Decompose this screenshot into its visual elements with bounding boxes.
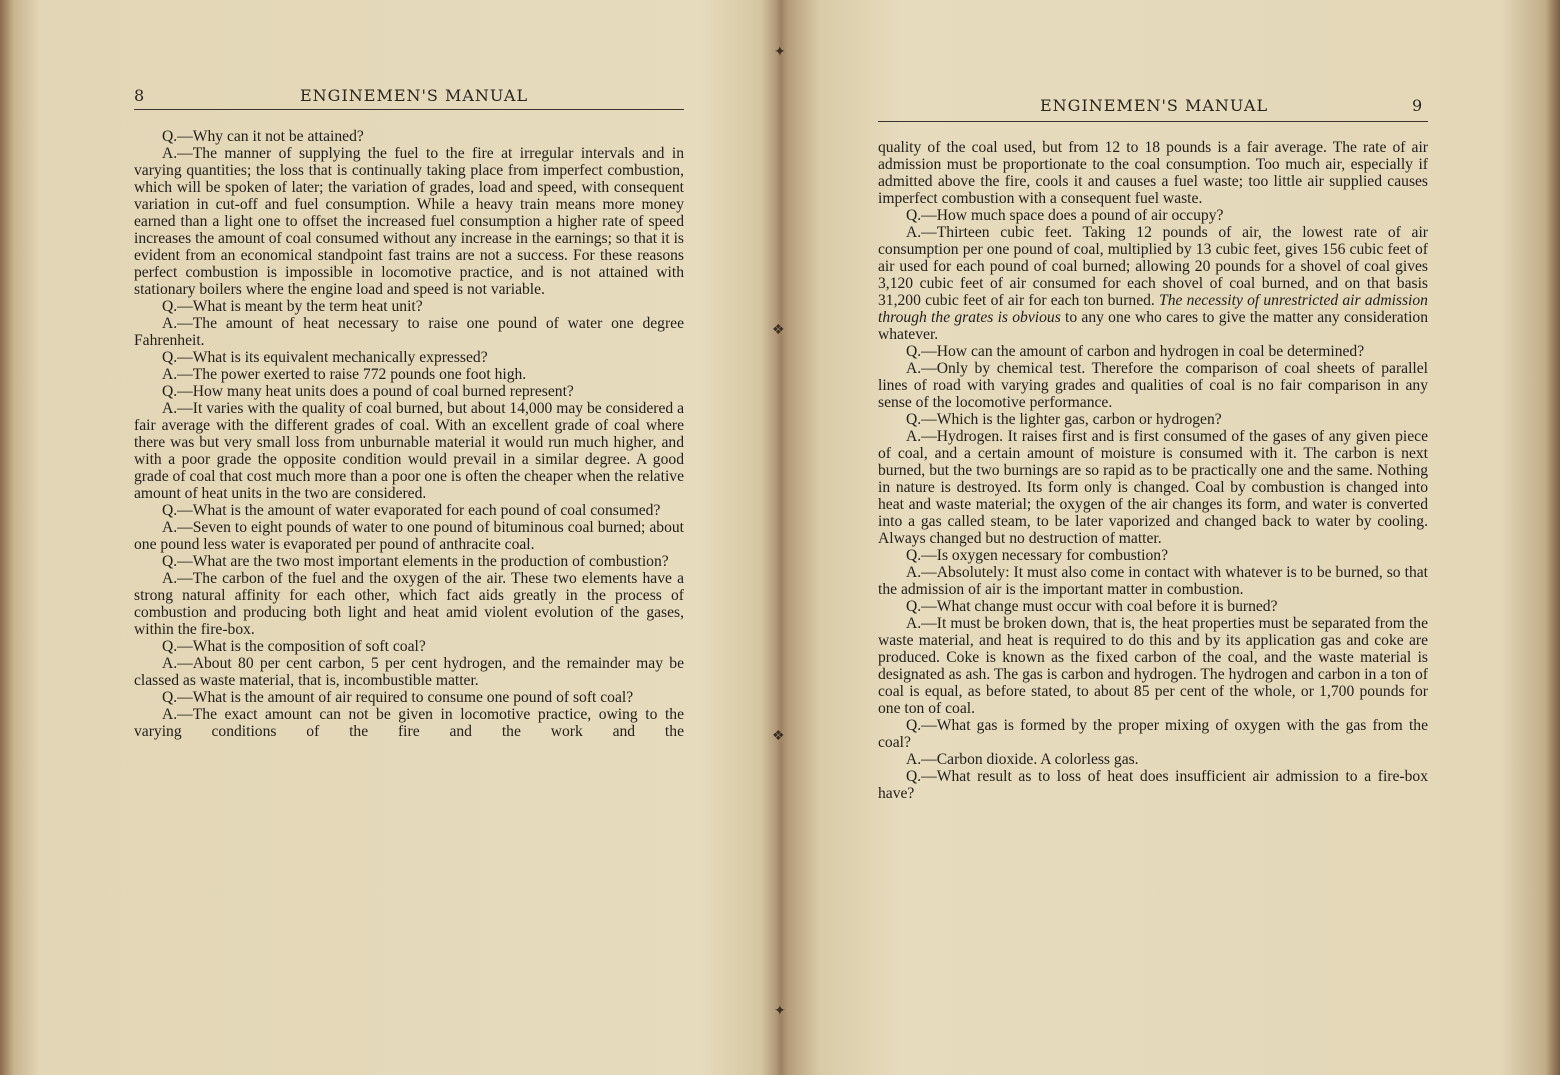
left-paragraph: Q.—What is the amount of air required to consume one pound of soft coal? xyxy=(162,689,634,706)
right-paragraph: Q.—What gas is formed by the proper mixing of oxygen with the gas from the coal? xyxy=(878,717,1428,751)
left-paragraph: Q.—What is meant by the term heat unit? xyxy=(162,298,423,315)
left-paragraph: A.—The power exerted to raise 772 pounds one foot high. xyxy=(162,366,527,383)
left-paragraph: Q.—What is its equivalent mechanically expressed? xyxy=(162,349,488,366)
left-header-rule xyxy=(134,109,684,110)
right-paragraph: Q.—Is oxygen necessary for combustion? xyxy=(906,547,1168,564)
right-text-run: to any one who cares to give the matter any consideration whatever. xyxy=(878,309,1428,343)
binding-stitch-mark: ✦ xyxy=(774,44,786,60)
right-paragraph: Q.—How can the amount of carbon and hydrogen in coal be determined? xyxy=(906,343,1365,360)
right-page xyxy=(782,0,1560,1075)
right-paragraph: Q.—What result as to loss of heat does insufficient air admission to a fire-box have? xyxy=(878,768,1428,802)
left-paragraph: Q.—What is the amount of water evaporated for each pound of coal consumed? xyxy=(162,502,661,519)
left-paragraph: A.—The exact amount can not be given in locomotive practice, owing to the varying conditions of the fire and the work and the xyxy=(134,706,684,740)
left-page-text xyxy=(134,128,684,740)
right-paragraph: Q.—What change must occur with coal before it is burned? xyxy=(906,598,1278,615)
left-paragraph: A.—Seven to eight pounds of water to one pound of bituminous coal burned; about one pound less water is evaporated per pound of anthracite coal. xyxy=(134,519,684,553)
right-page-number: 9 xyxy=(1412,96,1424,115)
left-running-head: ENGINEMEN'S MANUAL xyxy=(300,86,529,105)
right-paragraph: A.—Carbon dioxide. A colorless gas. xyxy=(906,751,1139,768)
right-paragraph: quality of the coal used, but from 12 to 18 pounds is a fair average. The rate of air admission must be proportionate to the coal consumption. Too much air, especially if admitted above the fire, cools it and causes a fuel waste; too little air supplied causes imperfect combustion with a consequent fuel waste. xyxy=(878,139,1428,207)
left-paragraph: Q.—How many heat units does a pound of coal burned represent? xyxy=(162,383,574,400)
left-page-number: 8 xyxy=(134,86,146,105)
right-paragraph: A.—Hydrogen. It raises first and is first consumed of the gases of any given piece of coal, and a certain amount of moisture is consumed with it. The carbon is next burned, but the two burnings are so rapid as to be practically one and the same. Nothing in nature is destroyed. Its form only is changed. Coal by combustion is changed into heat and waste material; the oxygen of the air changes its form, and water is converted into a gas called steam, to be later vaporized and changed back to water by cooling. Always changed but no destruction of matter. xyxy=(878,428,1428,547)
left-paragraph: A.—The carbon of the fuel and the oxygen of the air. These two elements have a strong natural affinity for each other, which fact aids greatly in the process of combustion and producing both light and heat amid violent evolution of the gases, within the fire-box. xyxy=(134,570,684,638)
binding-stitch-mark: ❖ xyxy=(772,728,785,744)
binding-stitch-mark: ❖ xyxy=(772,322,785,338)
right-paragraph: A.—It must be broken down, that is, the heat properties must be separated from the waste material, and heat is required to do this and by its application gas and coke are produced. Coke is known as the fixed carbon of the coal, and the waste material is designated as ash. The gas is carbon and hydrogen. The hydrogen and carbon in a ton of coal is equal, as before stated, to about 85 per cent of the whole, or 1,700 pounds for one ton of coal. xyxy=(878,615,1428,717)
left-paragraph: Q.—Why can it not be attained? xyxy=(162,128,364,145)
binding-stitch-mark: ✦ xyxy=(774,1003,786,1019)
right-running-head: ENGINEMEN'S MANUAL xyxy=(1040,96,1269,115)
left-paragraph: A.—About 80 per cent carbon, 5 per cent hydrogen, and the remainder may be classed as waste material, that is, incombustible matter. xyxy=(134,655,684,689)
left-paragraph: Q.—What are the two most important elements in the production of combustion? xyxy=(162,553,669,570)
left-paragraph: A.—It varies with the quality of coal burned, but about 14,000 may be considered a fair average with the different grades of coal. With an excellent grade of coal where there was but very small loss from unburnable material it would run much higher, and with a poor grade the opposite condition would prevail in a similar degree. A good grade of coal that cost much more than a poor one is often the cheaper when the relative amount of heat units in the two are considered. xyxy=(134,400,684,502)
right-paragraph xyxy=(878,224,1428,343)
right-paragraph: Q.—Which is the lighter gas, carbon or hydrogen? xyxy=(906,411,1222,428)
right-text-run: A.—Thirteen cubic feet. Taking 12 pounds of air, the lowest rate of air consumption per one pound of coal, multiplied by 13 cubic feet, gives 156 cubic feet of air used for each pound of coal burned; allowing 20 pounds for a shovel of coal gives 3,120 cubic feet of air consumed for each shovel of coal burned, and on that basis 31,200 cubic feet of air for each ton burned. xyxy=(878,224,1428,309)
left-paragraph: A.—The amount of heat necessary to raise one pound of water one degree Fahrenheit. xyxy=(134,315,684,349)
left-paragraph: Q.—What is the composition of soft coal? xyxy=(162,638,426,655)
right-italic-emphasis: The necessity of unrestricted air admission through the grates is obvious xyxy=(878,292,1428,326)
right-paragraph: A.—Absolutely: It must also come in contact with whatever is to be burned, so that the admission of air is the important matter in combustion. xyxy=(878,564,1428,598)
left-paragraph: A.—The manner of supplying the fuel to the fire at irregular intervals and in varying quantities; the loss that is continually taking place from imperfect combustion, which will be spoken of later; the variation of grades, load and speed, with consequent variation in cut-off and fuel consumption. While a heavy train means more money earned than a light one to offset the increased fuel consumption a higher rate of speed increases the amount of coal consumed without any increase in the earnings; so that it is evident from an economical standpoint fast trains are not a success. For these reasons perfect combustion is impossible in locomotive practice, and is not attained with stationary boilers where the engine load and speed is not variable. xyxy=(134,145,684,298)
right-header-rule xyxy=(878,121,1428,122)
right-paragraph: Q.—How much space does a pound of air occupy? xyxy=(906,207,1224,224)
right-paragraph: A.—Only by chemical test. Therefore the comparison of coal sheets of parallel lines of road with varying grades and qualities of coal is no fair comparison in any sense of the locomotive performance. xyxy=(878,360,1428,411)
right-page-text xyxy=(878,139,1428,802)
